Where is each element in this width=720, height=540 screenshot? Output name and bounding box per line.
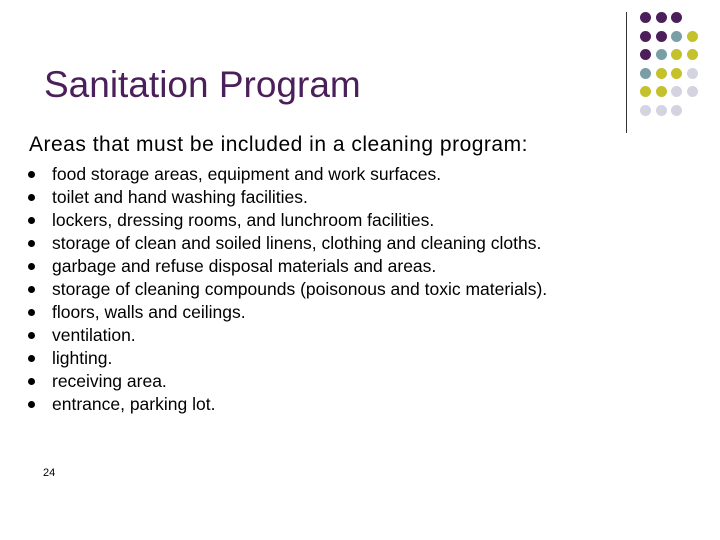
bullet-dot-icon — [28, 194, 35, 201]
bullet-text: storage of clean and soiled linens, clothing and cleaning cloths. — [52, 233, 542, 253]
bullet-dot-icon — [28, 240, 35, 247]
bullet-dot-icon — [28, 263, 35, 270]
decorative-dot — [671, 31, 682, 42]
bullet-text: storage of cleaning compounds (poisonous and toxic materials). — [52, 279, 548, 299]
decorative-dot — [671, 49, 682, 60]
decorative-dot — [671, 105, 682, 116]
bullet-text: garbage and refuse disposal materials and areas. — [52, 256, 437, 276]
bullet-item — [28, 347, 547, 370]
decorative-dot — [640, 86, 651, 97]
decorative-dot — [687, 49, 698, 60]
decorative-dot — [687, 68, 698, 79]
decorative-dot — [656, 31, 667, 42]
bullet-text: ventilation. — [52, 325, 136, 345]
bullet-dot-icon — [28, 286, 35, 293]
bullet-dot-icon — [28, 378, 35, 385]
bullet-text: receiving area. — [52, 371, 167, 391]
bullet-item — [28, 393, 547, 416]
bullet-dot-icon — [28, 355, 35, 362]
decorative-dot — [656, 49, 667, 60]
decorative-dot — [656, 68, 667, 79]
decorative-dot — [687, 86, 698, 97]
decorative-dot-grid — [636, 6, 720, 130]
bullet-item — [28, 301, 547, 324]
bullet-item — [28, 209, 547, 232]
slide-subtitle: Areas that must be included in a cleaning program: — [29, 133, 528, 156]
bullet-list — [28, 163, 547, 416]
decorative-dot — [640, 12, 651, 23]
bullet-item — [28, 324, 547, 347]
bullet-item — [28, 186, 547, 209]
bullet-item — [28, 232, 547, 255]
decorative-dot — [671, 68, 682, 79]
bullet-text: lighting. — [52, 348, 113, 368]
bullet-item — [28, 370, 547, 393]
decorative-dot — [640, 31, 651, 42]
decorative-dot — [671, 12, 682, 23]
bullet-text: food storage areas, equipment and work surfaces. — [52, 164, 442, 184]
bullet-text: floors, walls and ceilings. — [52, 302, 246, 322]
decorative-dot — [640, 49, 651, 60]
decorative-dot — [671, 86, 682, 97]
slide-title: Sanitation Program — [44, 64, 361, 105]
decorative-dot — [687, 31, 698, 42]
bullet-dot-icon — [28, 401, 35, 408]
decorative-dot — [656, 105, 667, 116]
bullet-text: entrance, parking lot. — [52, 394, 216, 414]
bullet-dot-icon — [28, 171, 35, 178]
bullet-item — [28, 163, 547, 186]
bullet-item — [28, 278, 547, 301]
decorative-dot — [640, 105, 651, 116]
decorative-dot — [656, 12, 667, 23]
decorative-dot — [640, 68, 651, 79]
title-divider-line — [626, 12, 627, 133]
bullet-text: lockers, dressing rooms, and lunchroom facilities. — [52, 210, 435, 230]
bullet-dot-icon — [28, 332, 35, 339]
bullet-item — [28, 255, 547, 278]
bullet-dot-icon — [28, 217, 35, 224]
page-number: 24 — [43, 467, 56, 479]
bullet-dot-icon — [28, 309, 35, 316]
decorative-dot — [656, 86, 667, 97]
bullet-text: toilet and hand washing facilities. — [52, 187, 308, 207]
